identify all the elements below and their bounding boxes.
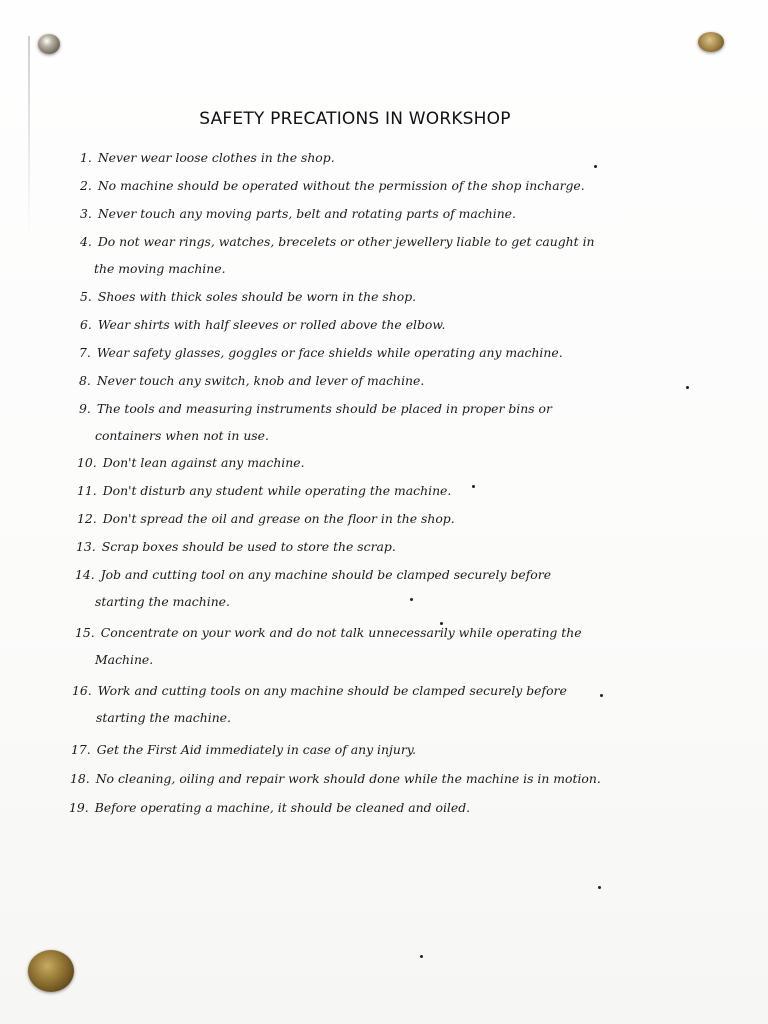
rule-number: 5. <box>80 289 92 304</box>
rule-number: 6. <box>80 317 92 332</box>
rule-text: Wear safety glasses, goggles or face shields while operating any machine. <box>96 345 563 360</box>
rule-text: Scrap boxes should be used to store the scrap. <box>101 539 396 554</box>
rule-text: No machine should be operated without the permission of the shop incharge. <box>97 178 585 193</box>
rule-text-continuation: Machine. <box>95 652 154 667</box>
rule-number: 4. <box>80 234 92 249</box>
paper-speck <box>440 622 443 625</box>
rule-item <box>72 683 567 725</box>
rule-text: Do not wear rings, watches, brecelets or other jewellery liable to get caught in <box>97 234 595 249</box>
rule-item <box>79 401 552 443</box>
paper-speck <box>600 694 603 697</box>
rule-text: Don't disturb any student while operating the machine. <box>102 483 452 498</box>
rule-item <box>80 206 516 221</box>
rule-item <box>80 234 595 276</box>
rule-text: Get the First Aid immediately in case of any injury. <box>96 742 417 757</box>
paper-speck <box>686 386 689 389</box>
paper-speck <box>594 165 597 168</box>
rule-text: Concentrate on your work and do not talk unnecessarily while operating the <box>100 625 582 640</box>
rule-number: 9. <box>79 401 91 416</box>
rule-text: Job and cutting tool on any machine should be clamped securely before <box>100 567 552 582</box>
rule-number: 12. <box>77 511 97 526</box>
rule-item <box>71 742 416 757</box>
paper-speck <box>420 955 423 958</box>
rule-number: 17. <box>71 742 91 757</box>
rule-text: No cleaning, oiling and repair work should done while the machine is in motion. <box>95 771 601 786</box>
rule-text: Never touch any moving parts, belt and rotating parts of machine. <box>97 206 516 221</box>
rule-text-continuation: containers when not in use. <box>95 428 269 443</box>
rule-number: 10. <box>77 455 97 470</box>
rule-number: 8. <box>79 373 91 388</box>
rule-text-continuation: starting the machine. <box>96 710 231 725</box>
rule-item <box>76 539 396 554</box>
rule-number: 3. <box>80 206 92 221</box>
rule-text: Never touch any switch, knob and lever of machine. <box>96 373 425 388</box>
paper-speck <box>410 598 413 601</box>
rule-item <box>79 345 563 360</box>
rule-number: 19. <box>69 800 89 815</box>
paper-speck <box>598 886 601 889</box>
thumbtack-bottom-left-icon <box>28 950 74 992</box>
rule-text: The tools and measuring instruments should be placed in proper bins or <box>96 401 552 416</box>
rule-number: 14. <box>75 567 95 582</box>
rule-item <box>80 289 416 304</box>
rule-item <box>70 771 601 786</box>
rule-item <box>77 455 305 470</box>
rule-number: 11. <box>77 483 97 498</box>
rule-number: 13. <box>76 539 96 554</box>
rule-item <box>77 483 451 498</box>
rule-item <box>77 511 455 526</box>
rule-text: Don't lean against any machine. <box>102 455 305 470</box>
thumbtack-top-right-icon <box>698 32 724 52</box>
paper-edge-shadow <box>28 36 30 236</box>
rule-text: Before operating a machine, it should be cleaned and oiled. <box>94 800 471 815</box>
rule-item <box>80 178 585 193</box>
rule-number: 1. <box>80 150 92 165</box>
paper-speck <box>472 485 475 488</box>
document-title: SAFETY PRECATIONS IN WORKSHOP <box>199 109 511 129</box>
rule-item <box>75 625 582 667</box>
rule-text: Work and cutting tools on any machine should be clamped securely before <box>97 683 567 698</box>
rule-item <box>80 150 335 165</box>
rule-text: Wear shirts with half sleeves or rolled above the elbow. <box>97 317 446 332</box>
rule-item <box>80 317 445 332</box>
rule-item <box>69 800 470 815</box>
rule-number: 18. <box>70 771 90 786</box>
rule-text-continuation: starting the machine. <box>95 594 230 609</box>
rule-text: Shoes with thick soles should be worn in the shop. <box>97 289 417 304</box>
rule-number: 15. <box>75 625 95 640</box>
rule-number: 16. <box>72 683 92 698</box>
rule-number: 2. <box>80 178 92 193</box>
thumbtack-top-left-icon <box>38 34 60 54</box>
rule-text: Never wear loose clothes in the shop. <box>97 150 335 165</box>
rule-text-continuation: the moving machine. <box>94 261 226 276</box>
rule-text: Don't spread the oil and grease on the floor in the shop. <box>102 511 455 526</box>
rule-item <box>75 567 551 609</box>
rule-number: 7. <box>79 345 91 360</box>
rule-item <box>79 373 424 388</box>
